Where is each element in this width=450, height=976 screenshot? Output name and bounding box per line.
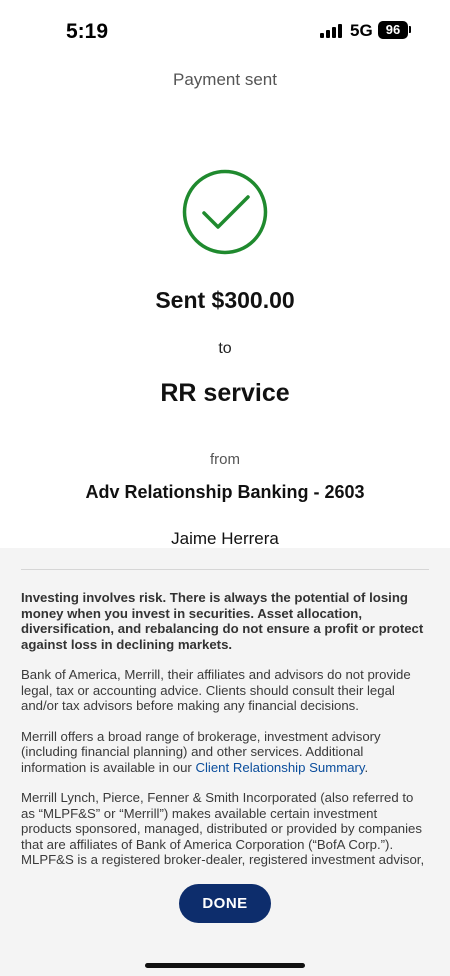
account-holder-name: Jaime Herrera	[171, 529, 279, 548]
sent-amount: Sent $300.00	[155, 287, 295, 313]
source-account: Adv Relationship Banking - 2603	[85, 482, 365, 502]
status-bar	[0, 0, 450, 60]
battery-icon: 96	[378, 21, 408, 39]
bottom-action-bar	[0, 868, 450, 976]
disclosures-panel[interactable]	[0, 548, 450, 868]
home-indicator[interactable]	[145, 963, 305, 968]
battery-tip	[409, 26, 411, 33]
merrill-disclosure-text: Merrill Lynch, Pierce, Fenner & Smith Incorporated (also referred to as “MLPF&S” or “Merrill”) makes available certain investment products sponsored, managed, distributed or provided by companies that are affiliates of Bank of America Corporation (“BofA Corp.”). MLPF&S is a registered broker-dealer, registered investment advisor,	[21, 790, 425, 867]
services-disclosure-text: Merrill offers a broad range of brokerage, investment advisory (including financial planning) and other services. Additional information is available in our	[21, 728, 381, 775]
network-type: 5G	[350, 21, 373, 40]
services-disclosure	[21, 729, 429, 776]
recipient-name: RR service	[160, 379, 290, 407]
page-title: Payment sent	[173, 70, 277, 89]
status-time: 5:19	[66, 20, 109, 43]
client-relationship-summary-link[interactable]: Client Relationship Summary	[195, 759, 365, 775]
tax-disclosure: Bank of America, Merrill, their affiliates and advisors do not provide legal, tax or accounting advice. Clients should consult their legal and/or tax advisors before making any financial decisions.	[21, 667, 411, 713]
checkmark-circle-icon	[182, 169, 268, 255]
divider	[21, 569, 429, 570]
done-button[interactable]: DONE	[179, 884, 271, 923]
to-label: to	[218, 340, 232, 357]
from-label: from	[210, 451, 240, 468]
services-disclosure-end: .	[364, 759, 369, 775]
signal-strength-icon	[320, 24, 342, 38]
disclosure-text	[21, 590, 429, 898]
risk-disclosure: Investing involves risk. There is always the potential of losing money when you invest in securities. Asset allocation, diversification, and rebalancing do not ensure a profit or protect against loss in declining markets.	[21, 590, 424, 652]
